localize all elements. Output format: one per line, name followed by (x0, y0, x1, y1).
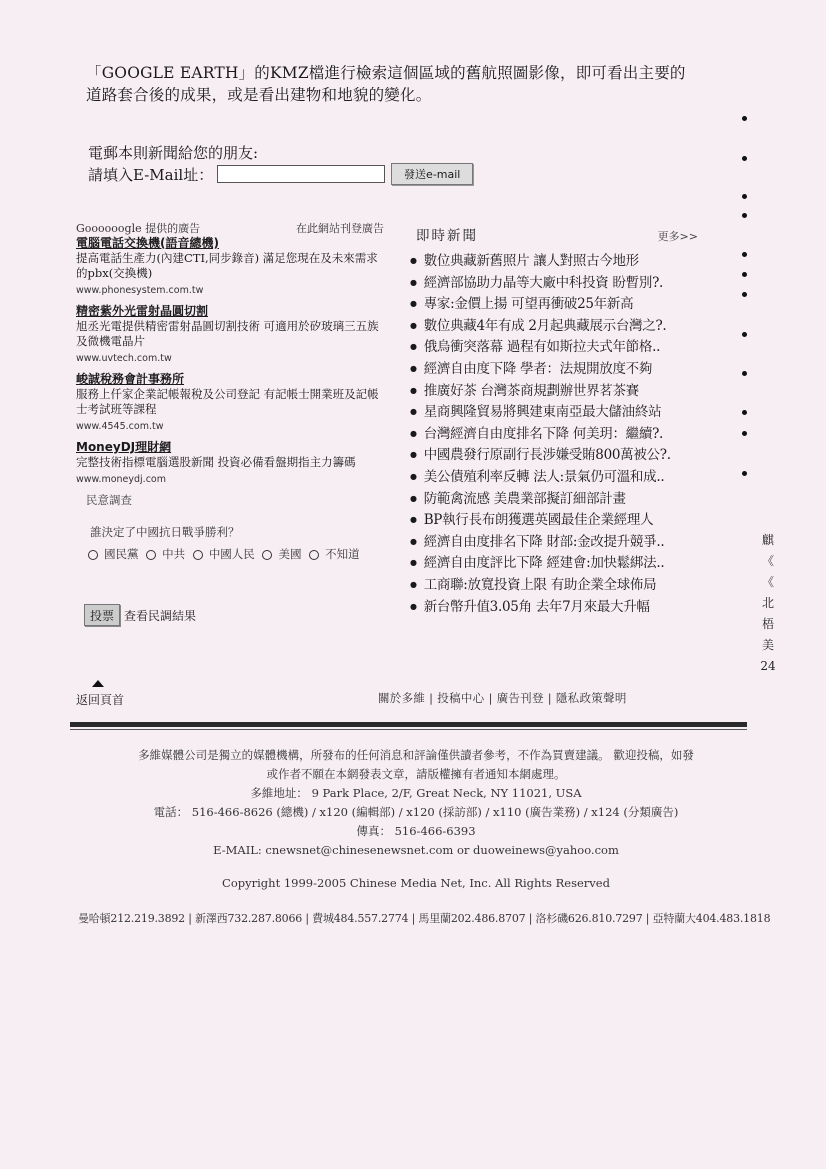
ads-provider: Goooooogle 提供的廣告 (76, 222, 201, 235)
poll-option-label: 中共 (162, 547, 186, 561)
bleed-through-text (760, 530, 776, 677)
poll-actions (84, 604, 196, 626)
news-item-link[interactable]: ● 中國農發行原副行長涉嫌受賄800萬被公?. (410, 443, 710, 465)
poll-option-label: 不知道 (325, 547, 360, 561)
bullet-dot (742, 156, 747, 161)
news-item-link[interactable]: ● 專家:金價上揚 可望再衝破25年新高 (410, 292, 710, 314)
ad-item (76, 236, 386, 298)
poll-options (84, 546, 380, 563)
poll-option-label: 美國 (278, 547, 302, 561)
bullet-dot (742, 471, 747, 476)
news-item-link[interactable]: ● 美公債殖利率反轉 法人:景氣仍可溫和成.. (410, 465, 710, 487)
email-label: 請填入E-Mail址： (88, 165, 214, 184)
side-char: 《 (761, 554, 774, 568)
news-item-link[interactable]: ● 經濟自由度下降 學者：法規開放度不夠 (410, 357, 710, 379)
news-item-link[interactable]: ● 數位典藏4年有成 2月起典藏展示台灣之?. (410, 314, 710, 336)
vote-button[interactable]: 投票 (84, 604, 120, 626)
intro-line: 道路套合後的成果，或是看出建物和地貌的變化。 (86, 86, 432, 104)
poll-radio[interactable] (146, 550, 156, 560)
news-header (416, 224, 698, 244)
bullet-dot (742, 116, 747, 121)
ad-description: 旭丞光電提供精密雷射晶圓切割技術 可適用於矽玻璃三五族及微機電晶片 (76, 319, 379, 348)
news-item-link[interactable]: ● 數位典藏新舊照片 讓人對照古今地形 (410, 249, 710, 271)
news-item-link[interactable]: ● 經濟部協助力晶等大廠中科投資 盼暫別?. (410, 271, 710, 293)
ad-item (76, 304, 386, 366)
email-form (88, 163, 473, 185)
news-item-link[interactable]: ● 工商聯:放寬投資上限 有助企業全球佈局 (410, 573, 710, 595)
ad-title-link[interactable]: 電腦電話交換機(語音總機) (76, 236, 219, 250)
ads-list (76, 236, 386, 493)
ad-item (76, 440, 386, 487)
ad-title-link[interactable]: MoneyDJ理財網 (76, 440, 172, 454)
bullet-dot (742, 194, 747, 199)
email-section-title: 電郵本則新聞給您的朋友: (88, 144, 259, 162)
side-char: 梧 (761, 617, 774, 631)
poll-option-label: 中國人民 (208, 547, 255, 561)
ad-url[interactable]: www.phonesystem.com.tw (76, 285, 204, 296)
email-input[interactable] (217, 165, 385, 183)
poll-option-label: 國民黨 (104, 547, 139, 561)
address: 多維地址： 9 Park Place, 2/F, Great Neck, NY 11021, USA (250, 786, 582, 800)
bullet-dot (742, 410, 747, 415)
office-phone-list: 曼哈頓212.219.3892 | 新澤西732.287.8066 | 費城484.557.2774 | 馬里蘭202.486.8707 | 洛杉磯626.810.7297 | 亞特蘭大404.483.1818 (78, 912, 771, 925)
footer-info (80, 746, 752, 893)
ad-title-link[interactable]: 精密紫外光雷射晶圓切割 (76, 304, 209, 318)
phone: 電話： 516-466-8626 (總機) / x120 (編輯部) / x120 (採訪部) / x110 (廣告業務) / x124 (分類廣告) (153, 805, 679, 819)
fax: 傳真： 516-466-6393 (356, 824, 476, 838)
poll-heading: 民意調查 (86, 493, 132, 507)
intro-paragraph (86, 62, 706, 106)
bullet-dot (742, 292, 747, 297)
news-heading: 即時新聞 (416, 228, 478, 244)
ad-url[interactable]: www.uvtech.com.tw (76, 353, 172, 364)
footer-divider (70, 729, 747, 730)
arrow-up-icon (92, 680, 104, 687)
bullet-dot (742, 431, 747, 436)
poll-radio[interactable] (309, 550, 319, 560)
news-item-link[interactable]: ● 新台幣升值3.05角 去年7月來最大升幅 (410, 595, 710, 617)
disclaimer: 多維媒體公司是獨立的媒體機構，所發布的任何消息和評論僅供讀者參考，不作為買賣建議。 歡迎投稿，如發 (138, 748, 694, 762)
ad-description: 服務上仟家企業記帳報稅及公司登記 有記帳士開業班及記帳士考試班等課程 (76, 387, 379, 416)
side-char: 麒 (761, 533, 774, 547)
footer-links[interactable]: 關於多維 | 投稿中心 | 廣告刊登 | 隱私政策聲明 (378, 691, 627, 705)
bullet-dot (742, 252, 747, 257)
ad-item (76, 372, 386, 434)
poll-radio[interactable] (262, 550, 272, 560)
bullet-dot (742, 332, 747, 337)
back-to-top-label: 返回頁首 (76, 693, 125, 707)
poll-radio[interactable] (193, 550, 203, 560)
disclaimer: 或作者不願在本網發表文章，請版權擁有者通知本網處理。 (266, 767, 566, 781)
poll-question: 誰決定了中國抗日戰爭勝利？ (90, 525, 240, 539)
news-item-link[interactable]: ● 推廣好茶 台灣茶商規劃辦世界茗茶賽 (410, 379, 710, 401)
news-item-link[interactable]: ● 星商興隆貿易將興建東南亞最大儲油終站 (410, 400, 710, 422)
advertise-link[interactable]: 在此網站刊登廣告 (296, 222, 384, 235)
news-item-link[interactable]: ● 經濟自由度評比下降 經建會:加快鬆綁法.. (410, 551, 710, 573)
back-to-top-link[interactable] (76, 680, 124, 708)
side-char: 《 (761, 575, 774, 589)
news-item-link[interactable]: ● 台灣經濟自由度排名下降 何美玥：繼續?. (410, 422, 710, 444)
news-item-link[interactable]: ● 經濟自由度排名下降 財部:金改提升競爭.. (410, 530, 710, 552)
copyright: Copyright 1999-2005 Chinese Media Net, Inc. All Rights Reserved (222, 876, 610, 890)
side-char: 美 (761, 638, 774, 652)
side-char: 北 (761, 596, 774, 610)
more-news-link[interactable]: 更多>> (657, 230, 698, 243)
contact-email[interactable]: E-MAIL: cnewsnet@chinesenewsnet.com or duoweinews@yahoo.com (213, 843, 619, 857)
news-item-link[interactable]: ● 防範禽流感 美農業部擬訂細部計畫 (410, 487, 710, 509)
poll-radio[interactable] (88, 550, 98, 560)
news-item-link[interactable]: ● 俄烏衝突落幕 過程有如斯拉夫式年節格.. (410, 335, 710, 357)
ads-header (76, 220, 384, 236)
bullet-dot (742, 272, 747, 277)
ad-url[interactable]: www.moneydj.com (76, 474, 166, 485)
intro-line: 「GOOGLE EARTH」的KMZ檔進行檢索這個區域的舊航照圖影像，即可看出主要的 (86, 64, 686, 82)
news-list (410, 249, 710, 616)
ad-description: 提高電話生產力(內建CTI,同步錄音) 滿足您現在及未來需求的pbx(交換機) (76, 251, 378, 280)
side-char: 24 (760, 659, 776, 673)
bullet-dot (742, 213, 747, 218)
ad-description: 完整技術指標電腦選股新聞 投資必備看盤期指主力籌碼 (76, 455, 356, 469)
news-item-link[interactable]: ● BP執行長布朗獲選英國最佳企業經理人 (410, 508, 710, 530)
ad-title-link[interactable]: 峻誠稅務會計事務所 (76, 372, 185, 386)
ad-url[interactable]: www.4545.com.tw (76, 421, 164, 432)
bullet-dot (742, 371, 747, 376)
poll-results-link[interactable]: 查看民調結果 (124, 608, 197, 623)
footer-divider (70, 722, 747, 727)
send-email-button[interactable]: 發送e-mail (391, 163, 473, 185)
